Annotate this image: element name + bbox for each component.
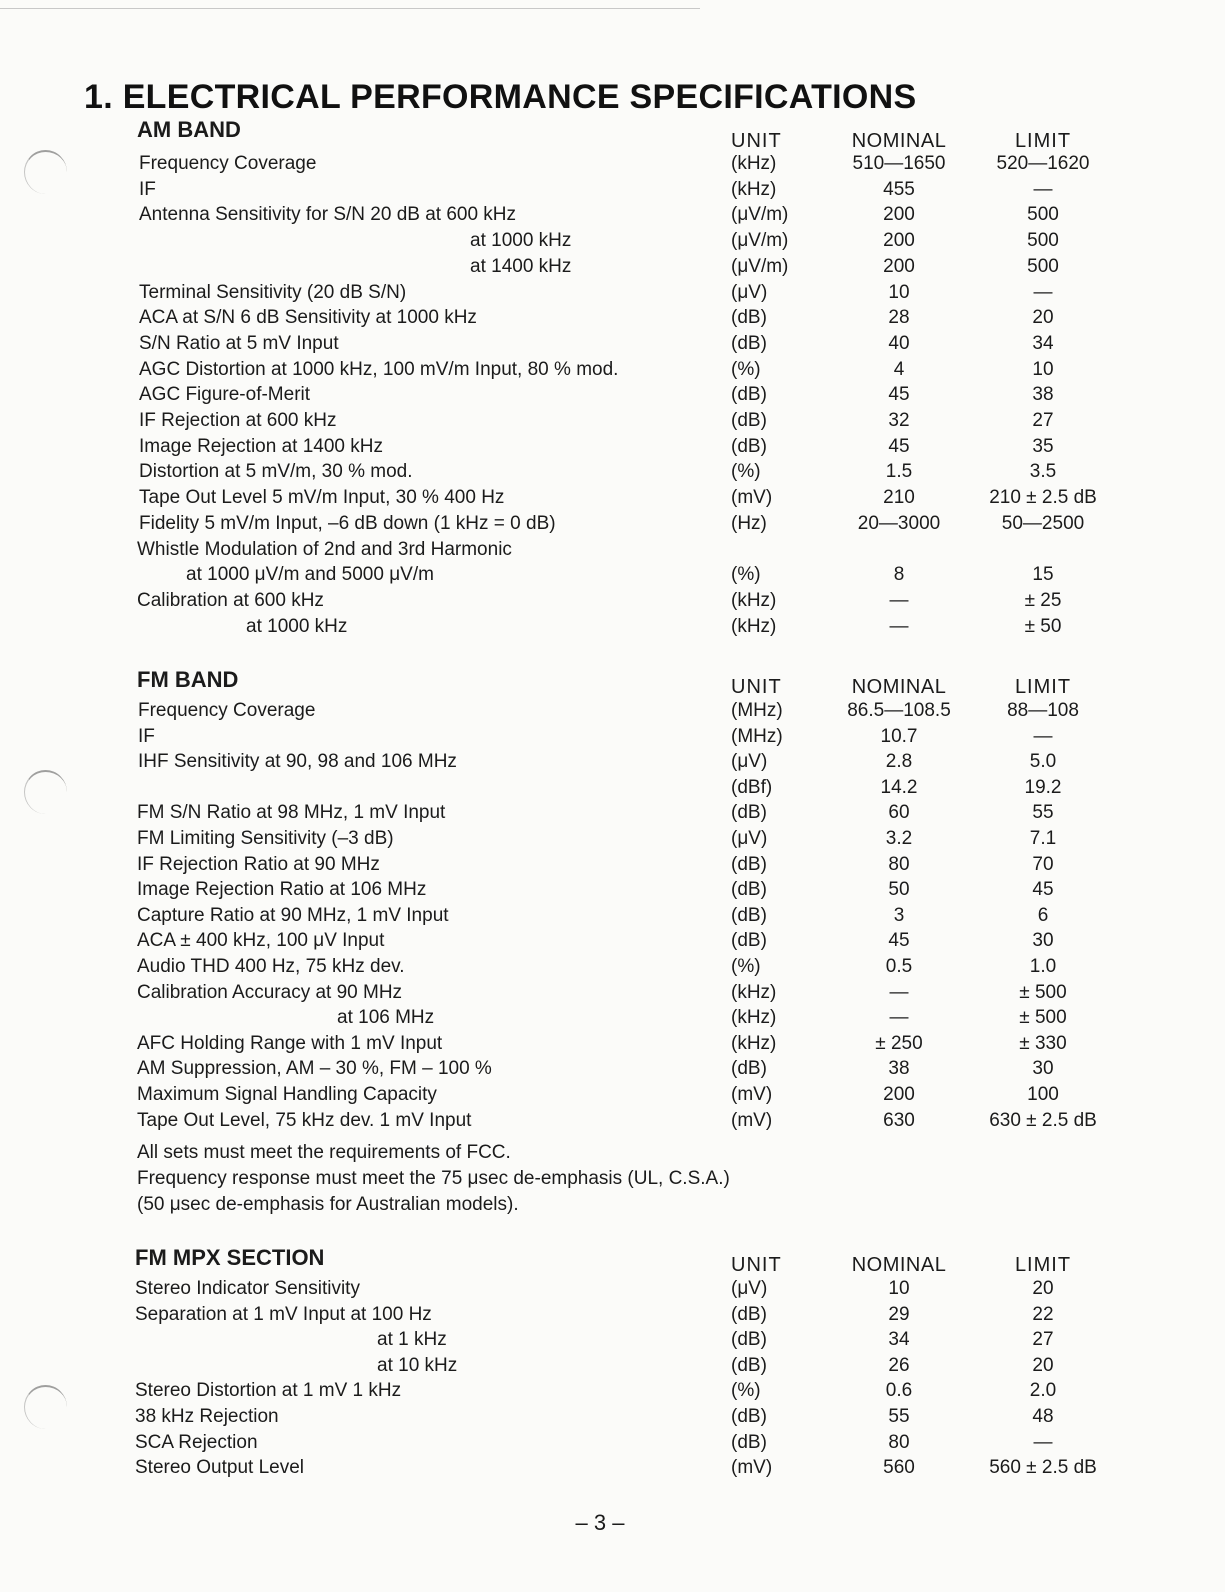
spec-row bbox=[0, 980, 1225, 1006]
parameter-cell: Whistle Modulation of 2nd and 3rd Harmonic bbox=[137, 538, 512, 560]
nominal-header: NOMINAL bbox=[851, 1254, 947, 1276]
spec-row bbox=[0, 775, 1225, 801]
unit-cell: (%) bbox=[731, 1380, 761, 1402]
spec-row bbox=[0, 434, 1225, 460]
unit-cell: (dB) bbox=[731, 1329, 767, 1351]
unit-cell: (dB) bbox=[731, 802, 767, 824]
nominal-cell: — bbox=[889, 1007, 909, 1029]
spec-row bbox=[0, 562, 1225, 588]
parameter-cell: 38 kHz Rejection bbox=[135, 1406, 279, 1427]
spec-row bbox=[0, 1056, 1225, 1082]
limit-cell: 560 ± 2.5 dB bbox=[989, 1457, 1097, 1479]
nominal-cell: — bbox=[889, 615, 909, 637]
unit-header: UNIT bbox=[731, 130, 782, 152]
parameter-cell: Calibration Accuracy at 90 MHz bbox=[137, 981, 403, 1003]
nominal-cell: 200 bbox=[883, 204, 915, 226]
parameter-cell: FM Limiting Sensitivity (–3 dB) bbox=[137, 828, 394, 849]
spec-row bbox=[0, 1404, 1225, 1430]
fm-mpx-title: FM MPX SECTION bbox=[135, 1245, 325, 1270]
parameter-cell: at 1000 kHz bbox=[246, 615, 348, 637]
parameter-cell: IF bbox=[139, 178, 156, 200]
spec-row bbox=[0, 1327, 1225, 1353]
nominal-cell: 45 bbox=[888, 384, 910, 406]
unit-cell: (%) bbox=[731, 956, 761, 977]
parameter-cell: IHF Sensitivity at 90, 98 and 106 MHz bbox=[138, 751, 457, 773]
parameter-cell: at 1000 μV/m and 5000 μV/m bbox=[186, 564, 434, 586]
limit-cell: 50—2500 bbox=[1001, 512, 1085, 534]
spec-row bbox=[0, 954, 1225, 980]
nominal-cell: 34 bbox=[888, 1329, 910, 1351]
limit-cell: 20 bbox=[1032, 307, 1054, 329]
unit-cell: (dB) bbox=[731, 410, 767, 431]
parameter-cell: AGC Figure-of-Merit bbox=[139, 384, 311, 406]
nominal-cell: 560 bbox=[883, 1457, 915, 1479]
parameter-cell: IF Rejection Ratio at 90 MHz bbox=[137, 853, 380, 875]
nominal-cell: 55 bbox=[888, 1406, 910, 1427]
limit-cell: 630 ± 2.5 dB bbox=[989, 1109, 1097, 1131]
nominal-cell: 40 bbox=[888, 332, 910, 354]
limit-cell: 34 bbox=[1032, 332, 1054, 354]
spec-row bbox=[0, 826, 1225, 852]
spec-row bbox=[0, 228, 1225, 254]
nominal-cell: 80 bbox=[888, 853, 910, 875]
spec-row bbox=[0, 151, 1225, 177]
limit-cell: 500 bbox=[1027, 204, 1059, 226]
limit-cell: 520—1620 bbox=[996, 153, 1090, 174]
parameter-cell: Distortion at 5 mV/m, 30 % mod. bbox=[139, 461, 413, 483]
parameter-cell: at 1000 kHz bbox=[470, 230, 572, 252]
nominal-cell: 3.2 bbox=[885, 828, 913, 849]
unit-cell: (mV) bbox=[731, 1109, 773, 1131]
limit-cell: — bbox=[1033, 1431, 1053, 1453]
parameter-cell: at 1400 kHz bbox=[470, 255, 572, 277]
fm-band-title: FM BAND bbox=[137, 667, 239, 692]
spec-row bbox=[0, 537, 1225, 563]
nominal-header: NOMINAL bbox=[851, 130, 947, 152]
parameter-cell: Terminal Sensitivity (20 dB S/N) bbox=[139, 281, 407, 303]
unit-cell: (dB) bbox=[731, 307, 767, 329]
unit-cell: (dB) bbox=[731, 1058, 767, 1080]
parameter-cell: AGC Distortion at 1000 kHz, 100 mV/m Input, 80 % mod. bbox=[139, 358, 619, 380]
limit-cell: 48 bbox=[1032, 1406, 1054, 1427]
unit-cell: (MHz) bbox=[731, 700, 783, 721]
limit-header: LIMIT bbox=[1014, 1254, 1072, 1276]
unit-cell: (μV) bbox=[731, 1278, 768, 1299]
nominal-cell: 4 bbox=[893, 358, 905, 380]
nominal-cell: 28 bbox=[888, 307, 910, 329]
unit-cell: (dB) bbox=[731, 1431, 767, 1453]
parameter-cell: Stereo Indicator Sensitivity bbox=[135, 1278, 360, 1299]
spec-row bbox=[0, 357, 1225, 383]
parameter-cell: Frequency Coverage bbox=[138, 700, 316, 721]
nominal-cell: 50 bbox=[888, 879, 910, 901]
nominal-cell: 14.2 bbox=[880, 776, 918, 798]
parameter-cell: IF bbox=[138, 725, 155, 747]
limit-cell: — bbox=[1033, 725, 1053, 747]
parameter-cell: Antenna Sensitivity for S/N 20 dB at 600 kHz bbox=[139, 204, 517, 226]
unit-cell: (dB) bbox=[731, 1354, 767, 1376]
note-line: (50 μsec de-emphasis for Australian models). bbox=[137, 1194, 519, 1215]
spec-row bbox=[0, 1108, 1225, 1134]
fm-mpx-header bbox=[0, 1254, 1225, 1278]
limit-cell: 5.0 bbox=[1029, 751, 1057, 773]
page-number: – 3 – bbox=[575, 1510, 625, 1535]
limit-cell: ± 330 bbox=[1019, 1032, 1067, 1054]
unit-cell: (μV/m) bbox=[731, 204, 789, 226]
unit-cell: (kHz) bbox=[731, 615, 777, 637]
parameter-cell: Image Rejection at 1400 kHz bbox=[139, 435, 383, 457]
nominal-cell: — bbox=[889, 981, 909, 1003]
spec-row bbox=[0, 749, 1225, 775]
spec-row bbox=[0, 511, 1225, 537]
unit-cell: (dB) bbox=[731, 332, 767, 354]
unit-cell: (kHz) bbox=[731, 178, 777, 200]
nominal-cell: 10 bbox=[888, 1278, 910, 1299]
spec-row bbox=[0, 280, 1225, 306]
spec-row bbox=[0, 485, 1225, 511]
unit-cell: (dB) bbox=[731, 1406, 767, 1427]
unit-cell: (%) bbox=[731, 358, 761, 380]
nominal-cell: 455 bbox=[883, 178, 915, 200]
limit-cell: ± 50 bbox=[1024, 615, 1062, 637]
limit-cell: 38 bbox=[1032, 384, 1054, 406]
unit-cell: (μV/m) bbox=[731, 255, 789, 277]
fm-band-header bbox=[0, 676, 1225, 700]
fcc-notes bbox=[137, 1140, 730, 1218]
limit-cell: 55 bbox=[1032, 802, 1054, 824]
spec-row bbox=[0, 1031, 1225, 1057]
unit-cell: (dB) bbox=[731, 879, 767, 901]
unit-cell: (dB) bbox=[731, 1303, 767, 1325]
page-title: 1. ELECTRICAL PERFORMANCE SPECIFICATIONS bbox=[84, 78, 917, 116]
spec-row bbox=[0, 903, 1225, 929]
unit-cell: (dB) bbox=[731, 930, 767, 952]
nominal-cell: 210 bbox=[883, 487, 915, 509]
spec-row bbox=[0, 724, 1225, 750]
unit-cell: (MHz) bbox=[731, 725, 783, 747]
spec-row bbox=[0, 698, 1225, 724]
nominal-cell: 86.5—108.5 bbox=[847, 700, 951, 721]
limit-header: LIMIT bbox=[1014, 676, 1072, 698]
limit-cell: 10 bbox=[1032, 358, 1054, 380]
spec-row bbox=[0, 382, 1225, 408]
unit-cell: (μV) bbox=[731, 751, 768, 773]
parameter-cell: Stereo Output Level bbox=[135, 1457, 304, 1479]
limit-cell: — bbox=[1033, 178, 1053, 200]
nominal-cell: 80 bbox=[888, 1431, 910, 1453]
nominal-cell: 20—3000 bbox=[857, 512, 941, 534]
unit-cell: (kHz) bbox=[731, 153, 777, 174]
nominal-cell: 29 bbox=[888, 1303, 910, 1325]
nominal-cell: 200 bbox=[883, 230, 915, 252]
limit-cell: 20 bbox=[1032, 1278, 1054, 1299]
limit-cell: 6 bbox=[1037, 904, 1049, 926]
limit-cell: 3.5 bbox=[1029, 461, 1057, 483]
unit-cell: (kHz) bbox=[731, 1007, 777, 1029]
unit-cell: (μV) bbox=[731, 828, 768, 849]
limit-cell: ± 500 bbox=[1019, 981, 1067, 1003]
spec-row bbox=[0, 331, 1225, 357]
unit-cell: (μV/m) bbox=[731, 230, 789, 252]
nominal-cell: 630 bbox=[883, 1109, 915, 1131]
unit-cell: (dB) bbox=[731, 384, 767, 406]
limit-cell: ± 500 bbox=[1019, 1007, 1067, 1029]
limit-cell: 20 bbox=[1032, 1354, 1054, 1376]
nominal-cell: 38 bbox=[888, 1058, 910, 1080]
unit-cell: (dBf) bbox=[731, 776, 773, 798]
parameter-cell: Fidelity 5 mV/m Input, –6 dB down (1 kHz = 0 dB) bbox=[139, 512, 556, 534]
spec-row bbox=[0, 1005, 1225, 1031]
limit-cell: 88—108 bbox=[1007, 700, 1079, 721]
parameter-cell: at 10 kHz bbox=[377, 1354, 458, 1376]
spec-row bbox=[0, 1378, 1225, 1404]
parameter-cell: Capture Ratio at 90 MHz, 1 mV Input bbox=[137, 904, 449, 926]
unit-cell: (mV) bbox=[731, 487, 773, 509]
parameter-cell: FM S/N Ratio at 98 MHz, 1 mV Input bbox=[137, 802, 446, 824]
limit-cell: 7.1 bbox=[1029, 828, 1057, 849]
parameter-cell: Separation at 1 mV Input at 100 Hz bbox=[135, 1303, 432, 1325]
unit-cell: (dB) bbox=[731, 904, 767, 926]
limit-cell: 19.2 bbox=[1024, 776, 1062, 798]
parameter-cell: at 106 MHz bbox=[337, 1007, 435, 1029]
limit-cell: 45 bbox=[1032, 879, 1054, 901]
note-line: Frequency response must meet the 75 μsec de-emphasis (UL, C.S.A.) bbox=[137, 1168, 730, 1189]
spec-row bbox=[0, 1430, 1225, 1456]
limit-header: LIMIT bbox=[1014, 130, 1072, 152]
limit-cell: 27 bbox=[1032, 1329, 1054, 1351]
nominal-cell: — bbox=[889, 589, 909, 611]
nominal-cell: 10 bbox=[888, 281, 910, 303]
spec-row bbox=[0, 459, 1225, 485]
spec-row bbox=[0, 1302, 1225, 1328]
parameter-cell: SCA Rejection bbox=[135, 1431, 258, 1453]
limit-cell: 22 bbox=[1032, 1303, 1054, 1325]
parameter-cell: IF Rejection at 600 kHz bbox=[139, 410, 337, 431]
spec-row bbox=[0, 202, 1225, 228]
parameter-cell: Maximum Signal Handling Capacity bbox=[137, 1084, 437, 1105]
unit-cell: (kHz) bbox=[731, 589, 777, 611]
limit-cell: 500 bbox=[1027, 255, 1059, 277]
limit-cell: 210 ± 2.5 dB bbox=[989, 487, 1097, 509]
limit-cell: 100 bbox=[1027, 1084, 1059, 1105]
limit-cell: 30 bbox=[1032, 1058, 1054, 1080]
spec-row bbox=[0, 408, 1225, 434]
spec-row bbox=[0, 177, 1225, 203]
spec-row bbox=[0, 852, 1225, 878]
spec-row bbox=[0, 588, 1225, 614]
parameter-cell: Stereo Distortion at 1 mV 1 kHz bbox=[135, 1380, 402, 1402]
nominal-cell: 200 bbox=[883, 1084, 915, 1105]
nominal-header: NOMINAL bbox=[851, 676, 947, 698]
unit-cell: (kHz) bbox=[731, 1032, 777, 1054]
limit-cell: 2.0 bbox=[1029, 1380, 1057, 1402]
unit-cell: (μV) bbox=[731, 281, 768, 303]
nominal-cell: 26 bbox=[888, 1354, 910, 1376]
parameter-cell: Tape Out Level, 75 kHz dev. 1 mV Input bbox=[137, 1109, 472, 1131]
am-band-title: AM BAND bbox=[137, 117, 241, 142]
nominal-cell: 0.6 bbox=[885, 1380, 913, 1402]
note-line: All sets must meet the requirements of FCC. bbox=[137, 1142, 511, 1163]
limit-cell: 30 bbox=[1032, 930, 1054, 952]
limit-cell: 500 bbox=[1027, 230, 1059, 252]
parameter-cell: Image Rejection Ratio at 106 MHz bbox=[137, 879, 427, 901]
spec-row bbox=[0, 800, 1225, 826]
spec-row bbox=[0, 254, 1225, 280]
unit-cell: (%) bbox=[731, 564, 761, 586]
nominal-cell: 60 bbox=[888, 802, 910, 824]
unit-cell: (dB) bbox=[731, 435, 767, 457]
limit-cell: ± 25 bbox=[1024, 589, 1062, 611]
parameter-cell: ACA at S/N 6 dB Sensitivity at 1000 kHz bbox=[139, 307, 477, 329]
limit-cell: 35 bbox=[1032, 435, 1054, 457]
unit-cell: (mV) bbox=[731, 1457, 773, 1479]
spec-row bbox=[0, 1353, 1225, 1379]
nominal-cell: 2.8 bbox=[885, 751, 913, 773]
parameter-cell: Frequency Coverage bbox=[139, 153, 317, 174]
nominal-cell: 510—1650 bbox=[852, 153, 946, 174]
nominal-cell: 200 bbox=[883, 255, 915, 277]
spec-row bbox=[0, 305, 1225, 331]
parameter-cell: AM Suppression, AM – 30 %, FM – 100 % bbox=[137, 1058, 492, 1080]
spec-row bbox=[0, 1276, 1225, 1302]
parameter-cell: S/N Ratio at 5 mV Input bbox=[139, 332, 339, 354]
unit-cell: (%) bbox=[731, 461, 761, 483]
spec-row bbox=[0, 614, 1225, 640]
limit-cell: 1.0 bbox=[1029, 956, 1057, 977]
unit-cell: (Hz) bbox=[731, 512, 767, 534]
spec-row bbox=[0, 1455, 1225, 1481]
nominal-cell: 0.5 bbox=[885, 956, 913, 977]
limit-cell: — bbox=[1033, 281, 1053, 303]
parameter-cell: Audio THD 400 Hz, 75 kHz dev. bbox=[137, 956, 405, 977]
parameter-cell: ACA ± 400 kHz, 100 μV Input bbox=[137, 930, 385, 952]
unit-header: UNIT bbox=[731, 676, 782, 698]
spec-row bbox=[0, 928, 1225, 954]
nominal-cell: ± 250 bbox=[875, 1032, 923, 1054]
scan-edge-line bbox=[0, 8, 700, 9]
nominal-cell: 10.7 bbox=[880, 725, 918, 747]
parameter-cell: at 1 kHz bbox=[377, 1329, 447, 1351]
parameter-cell: Calibration at 600 kHz bbox=[137, 589, 324, 611]
nominal-cell: 32 bbox=[888, 410, 910, 431]
spec-row bbox=[0, 877, 1225, 903]
nominal-cell: 1.5 bbox=[885, 461, 913, 483]
parameter-cell: AFC Holding Range with 1 mV Input bbox=[137, 1032, 443, 1054]
limit-cell: 27 bbox=[1032, 410, 1054, 431]
parameter-cell: Tape Out Level 5 mV/m Input, 30 % 400 Hz bbox=[139, 487, 505, 509]
limit-cell: 70 bbox=[1032, 853, 1054, 875]
unit-cell: (mV) bbox=[731, 1084, 773, 1105]
nominal-cell: 8 bbox=[893, 564, 905, 586]
unit-header: UNIT bbox=[731, 1254, 782, 1276]
unit-cell: (dB) bbox=[731, 853, 767, 875]
nominal-cell: 3 bbox=[893, 904, 905, 926]
nominal-cell: 45 bbox=[888, 930, 910, 952]
nominal-cell: 45 bbox=[888, 435, 910, 457]
limit-cell: 15 bbox=[1032, 564, 1054, 586]
spec-row bbox=[0, 1082, 1225, 1108]
unit-cell: (kHz) bbox=[731, 981, 777, 1003]
